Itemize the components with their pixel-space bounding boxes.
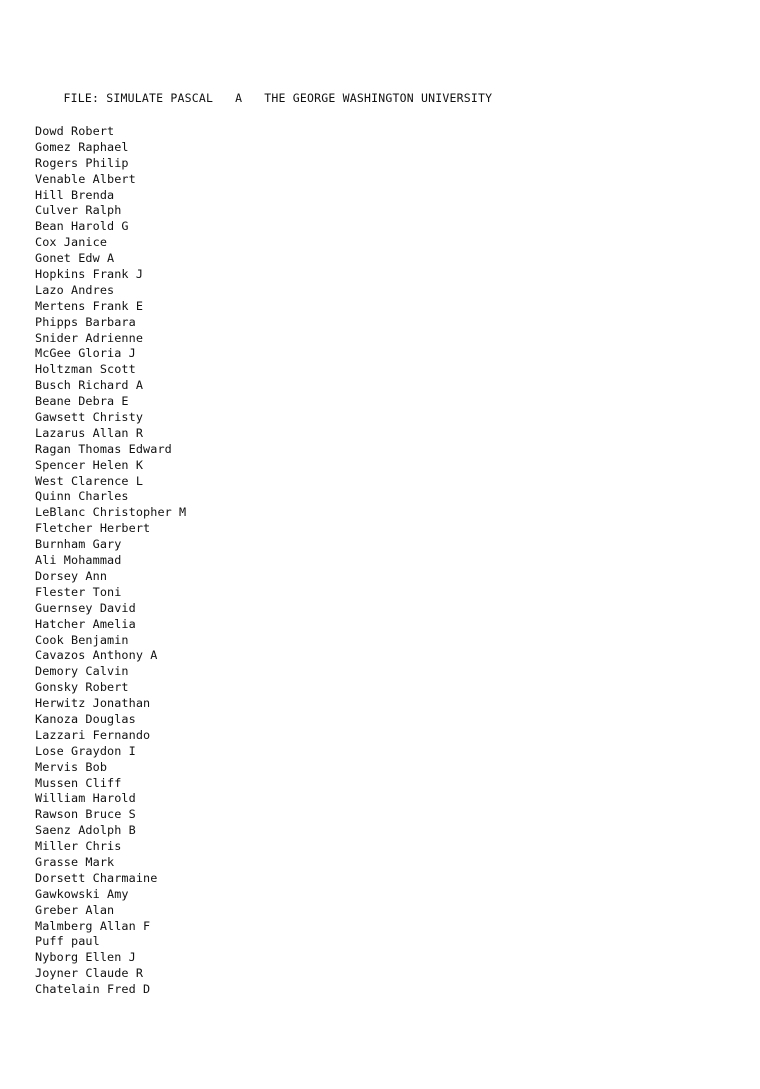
list-item: Miller Chris	[35, 839, 122, 854]
list-item: Rawson Bruce S	[35, 807, 136, 822]
list-item: Cook Benjamin	[35, 632, 129, 647]
list-item: Ali Mohammad	[35, 553, 122, 568]
list-item: McGee Gloria J	[35, 346, 136, 361]
list-item: Spencer Helen K	[35, 457, 144, 472]
list-item: Lazarus Allan R	[35, 425, 144, 440]
list-item: Mertens Frank E	[35, 298, 144, 313]
list-item: Mussen Cliff	[35, 775, 122, 790]
list-item: Quinn Charles	[35, 489, 129, 504]
list-item: Busch Richard A	[35, 378, 144, 393]
list-item: Venable Albert	[35, 171, 136, 186]
list-item: Hopkins Frank J	[35, 267, 144, 282]
list-item: Lazo Andres	[35, 282, 115, 297]
list-item: Mervis Bob	[35, 759, 108, 774]
list-item: Demory Calvin	[35, 664, 129, 679]
list-item: Dowd Robert	[35, 124, 115, 138]
list-item: Hatcher Amelia	[35, 616, 136, 631]
file-header	[35, 74, 492, 122]
list-item: Dorsett Charmaine	[35, 870, 158, 885]
list-item: Burnham Gary	[35, 537, 122, 552]
list-item: Greber Alan	[35, 902, 115, 917]
file-label: FILE: SIMULATE PASCAL	[63, 91, 214, 105]
name-list	[35, 124, 186, 998]
list-item: Lazzari Fernando	[35, 727, 151, 742]
list-item: Lose Graydon I	[35, 743, 136, 758]
list-item: Beane Debra E	[35, 394, 129, 409]
list-item: LeBlanc Christopher M	[35, 505, 187, 520]
list-item: Puff paul	[35, 934, 100, 949]
list-item: Dorsey Ann	[35, 568, 108, 583]
list-item: Ragan Thomas Edward	[35, 441, 172, 456]
list-item: Fletcher Herbert	[35, 521, 151, 536]
institution-name: THE GEORGE WASHINGTON UNIVERSITY	[264, 91, 493, 105]
list-item: Herwitz Jonathan	[35, 696, 151, 711]
list-item: Cox Janice	[35, 235, 108, 250]
list-item: Kanoza Douglas	[35, 711, 136, 726]
list-item: Rogers Philip	[35, 155, 129, 170]
list-item: Gomez Raphael	[35, 139, 129, 154]
list-item: Holtzman Scott	[35, 362, 136, 377]
list-item: Guernsey David	[35, 600, 136, 615]
list-item: Grasse Mark	[35, 854, 115, 869]
list-item: Bean Harold G	[35, 219, 129, 234]
list-item: Gonsky Robert	[35, 680, 129, 695]
list-item: Gonet Edw A	[35, 251, 115, 266]
file-mode: A	[235, 91, 243, 105]
list-item: Nyborg Ellen J	[35, 950, 136, 965]
list-item: Culver Ralph	[35, 203, 122, 218]
list-item: Cavazos Anthony A	[35, 648, 158, 663]
list-item: Saenz Adolph B	[35, 823, 136, 838]
list-item: William Harold	[35, 791, 136, 806]
list-item: Flester Toni	[35, 584, 122, 599]
list-item: Hill Brenda	[35, 187, 115, 202]
list-item: Malmberg Allan F	[35, 918, 151, 933]
list-item: Gawsett Christy	[35, 410, 144, 425]
list-item: Joyner Claude R	[35, 966, 144, 981]
list-item: Chatelain Fred D	[35, 982, 151, 997]
list-item: Gawkowski Amy	[35, 886, 129, 901]
list-item: Phipps Barbara	[35, 314, 136, 329]
list-item: Snider Adrienne	[35, 330, 144, 345]
list-item: West Clarence L	[35, 473, 144, 488]
